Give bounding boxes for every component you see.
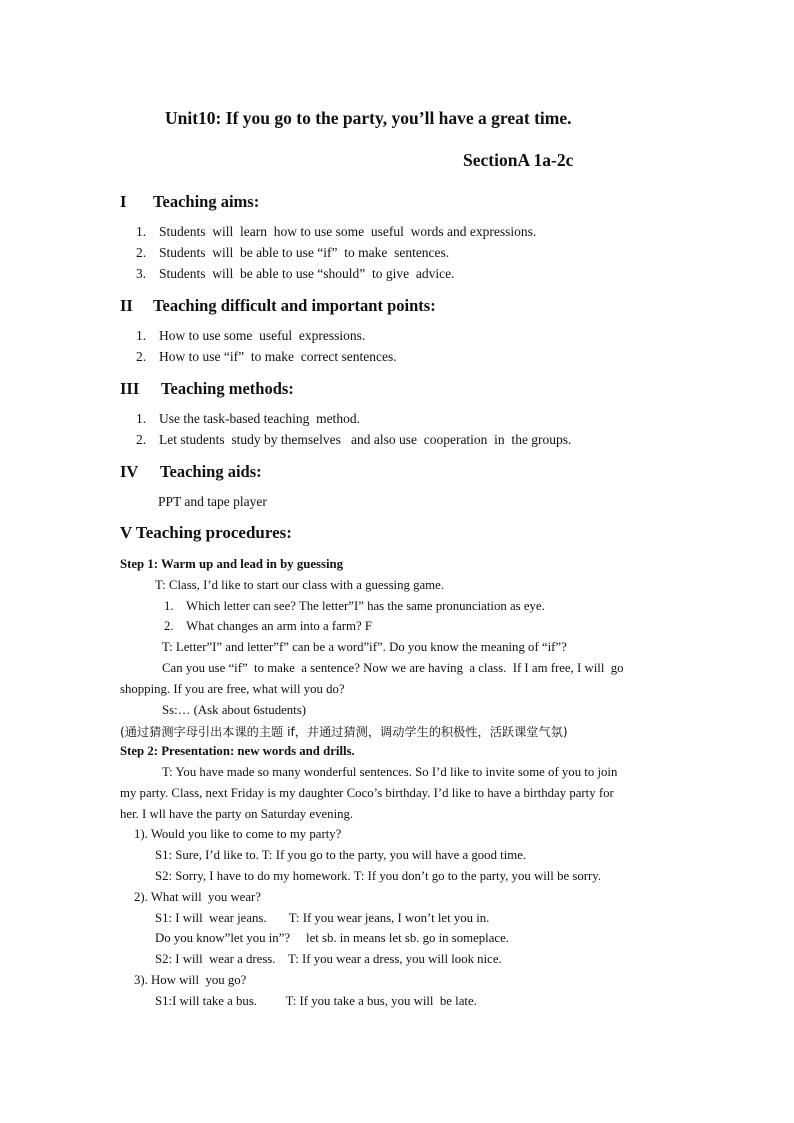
section-number: II <box>120 296 133 315</box>
section-heading-aims <box>120 192 259 212</box>
section-number: III <box>120 379 140 398</box>
paragraph-line: Do you know”let you in”? let sb. in means let sb. go in someplace. <box>155 931 509 945</box>
section-heading-procedures: V Teaching procedures: <box>120 523 292 542</box>
paragraph-line: her. I wll have the party on Saturday evening. <box>120 807 354 821</box>
aids-text: PPT and tape player <box>158 494 267 509</box>
document-page: Unit10: If you go to the party, you’ll have a great time. SectionA 1a-2c I Teaching aims: 1. Students will learn how to use some useful words and expressions. 2. Students will be able to use “if” to make sentences. 3. Students will be able to use “should” to give advice. II Teaching difficult and important points: 1. How to use some useful expressions. 2. How to use “if” to make correct sentences. III Teaching methods: 1. Use the task-based teaching method. 2. Let students study by themselves and also use cooperation in the groups. IV Teaching aids: PPT and tape player V Teaching procedures: Step 1: Warm up and lead in by guessing T: Class, I’d like to start our class with a guessing game. 1. Which letter can see? The letter”I” has the same pronunciation as eye. 2. What changes an arm into a farm? F T: Letter”I” and letter”f” can be a word”if”. Do you know the meaning of “if”? Can you use “if” to make a sentence? Now we are having a class. If I am free, I will go shopping. If you are free, what will you do? Ss:… (Ask about 6students) (通过猜测字母引出本课的主题 if，并通过猜测，调动学生的积极性，活跃课堂气氛) Step 2: Presentation: new words and drills. T: You have made so many wonderful sentences. So I’d like to invite some of you to join my party. Class, next Friday is my daughter Coco’s birthday. I’d like to have a birthday party for her. I wll have the party on Saturday evening. 1). Would you like to come to my party? S1: Sure, I’d like to. T: If you go to the party, you will have a good time. S2: Sorry, I have to do my homework. T: If you don’t go to the party, you will be sorry. 2). What will you wear? S1: I will wear jeans. T: If you wear jeans, I won’t let you in. Do you know”let you in”? let sb. in means let sb. go in someplace. S2: I will wear a dress. T: If you wear a dress, you will look nice. 3). How will you go? S1:I will take a bus. T: If you take a bus, you will be late. <box>120 108 624 1008</box>
step-heading: Step 1: Warm up and lead in by guessing <box>120 557 344 571</box>
paragraph-line: S1: Sure, I’d like to. T: If you go to the party, you will have a good time. <box>155 848 527 862</box>
section-heading-aids <box>120 462 262 482</box>
section-number: IV <box>120 462 139 481</box>
paragraph-line: S2: I will wear a dress. T: If you wear a dress, you will look nice. <box>155 952 502 966</box>
document-subtitle: SectionA 1a-2c <box>463 150 574 170</box>
document-title: Unit10: If you go to the party, you’ll have a great time. <box>165 108 572 128</box>
paragraph-line: S1:I will take a bus. T: If you take a bus, you will be late. <box>155 994 477 1008</box>
paragraph-line: T: Letter”I” and letter”f” can be a word”if”. Do you know the meaning of “if”? <box>162 640 567 654</box>
paragraph-line: T: Class, I’d like to start our class with a guessing game. <box>155 578 445 592</box>
paragraph-line: 1). Would you like to come to my party? <box>134 827 342 841</box>
section-title: Teaching difficult and important points: <box>153 296 436 315</box>
paragraph-line: 1. Which letter can see? The letter”I” has the same pronunciation as eye. <box>164 599 545 613</box>
paragraph-line: S2: Sorry, I have to do my homework. T: If you don’t go to the party, you will be sorry. <box>155 869 602 883</box>
paragraph-line: Can you use “if” to make a sentence? Now we are having a class. If I am free, I will go <box>162 661 624 675</box>
paragraph-line: shopping. If you are free, what will you do? <box>120 682 345 696</box>
section-heading-methods <box>120 379 294 399</box>
paragraph-line: 2. What changes an arm into a farm? F <box>164 619 372 633</box>
section-title: Teaching methods: <box>161 379 294 398</box>
section-number: I <box>120 192 127 211</box>
paragraph-line: S1: I will wear jeans. T: If you wear jeans, I won’t let you in. <box>155 911 490 925</box>
section-title: Teaching aids: <box>160 462 262 481</box>
paragraph-line: Ss:… (Ask about 6students) <box>162 703 306 717</box>
section-heading-points <box>120 296 436 316</box>
section-title: Teaching aims: <box>153 192 260 211</box>
paragraph-line: T: You have made so many wonderful sentences. So I’d like to invite some of you to join <box>162 765 618 779</box>
paragraph-line: 2). What will you wear? <box>134 890 261 904</box>
paragraph-line: 3). How will you go? <box>134 973 247 987</box>
paragraph-line: my party. Class, next Friday is my daughter Coco’s birthday. I’d like to have a birthday party for <box>120 786 614 800</box>
step-heading: Step 2: Presentation: new words and drills. <box>120 744 355 758</box>
teaching-note: (通过猜测字母引出本课的主题 if，并通过猜测，调动学生的积极性，活跃课堂气氛) <box>120 725 568 739</box>
